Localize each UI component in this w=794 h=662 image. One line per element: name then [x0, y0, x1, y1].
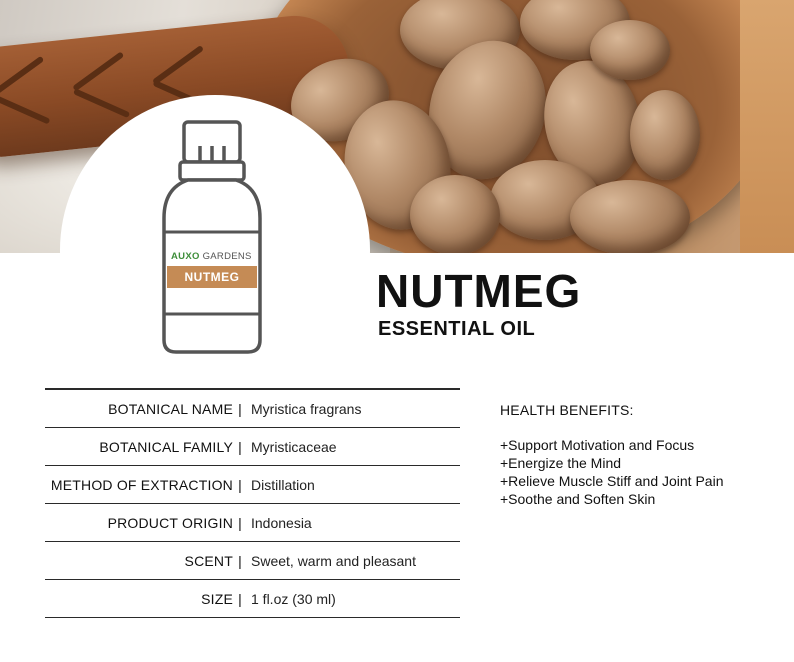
spec-value: Sweet, warm and pleasant [251, 552, 416, 569]
health-benefits [500, 402, 780, 508]
spec-key: BOTANICAL NAME [108, 400, 233, 417]
benefit-item: +Soothe and Soften Skin [500, 491, 656, 507]
spec-key: SIZE [201, 590, 233, 607]
nutmeg-seed [590, 20, 670, 80]
spec-row [45, 466, 460, 504]
spec-row [45, 504, 460, 542]
spec-table [45, 388, 460, 618]
spec-row [45, 580, 460, 618]
nutmeg-seed [630, 90, 700, 180]
spec-value: 1 fl.oz (30 ml) [251, 590, 336, 607]
spec-separator: | [238, 476, 242, 493]
spec-key: BOTANICAL FAMILY [99, 438, 233, 455]
product-subtitle: ESSENTIAL OIL [378, 318, 536, 340]
spec-value: Myristica fragrans [251, 400, 362, 417]
brand-name-part2: GARDENS [202, 251, 252, 262]
bottle-label-name: NUTMEG [167, 266, 257, 288]
brand-logo [171, 251, 261, 262]
spec-separator: | [238, 400, 242, 417]
spec-row [45, 428, 460, 466]
health-benefits-title: HEALTH BENEFITS: [500, 402, 634, 418]
spec-key: PRODUCT ORIGIN [107, 514, 233, 531]
brand-name-part1: AUXO [171, 251, 200, 262]
spec-value: Indonesia [251, 514, 312, 531]
spec-value: Distillation [251, 476, 315, 493]
spec-separator: | [238, 514, 242, 531]
spec-key: METHOD OF EXTRACTION [50, 476, 233, 493]
wooden-table [740, 0, 794, 253]
product-title: NUTMEG [376, 265, 582, 317]
spec-row [45, 542, 460, 580]
spec-key: SCENT [184, 552, 233, 569]
spec-value: Myristicaceae [251, 438, 337, 455]
spec-separator: | [238, 438, 242, 455]
spec-separator: | [238, 552, 242, 569]
benefit-item: +Relieve Muscle Stiff and Joint Pain [500, 473, 724, 489]
spec-separator: | [238, 590, 242, 607]
nutmeg-seed [410, 175, 500, 253]
spec-row [45, 390, 460, 428]
bottle-icon [158, 118, 268, 358]
benefit-item: +Support Motivation and Focus [500, 437, 695, 453]
nutmeg-seed [570, 180, 690, 253]
benefit-item: +Energize the Mind [500, 455, 622, 471]
